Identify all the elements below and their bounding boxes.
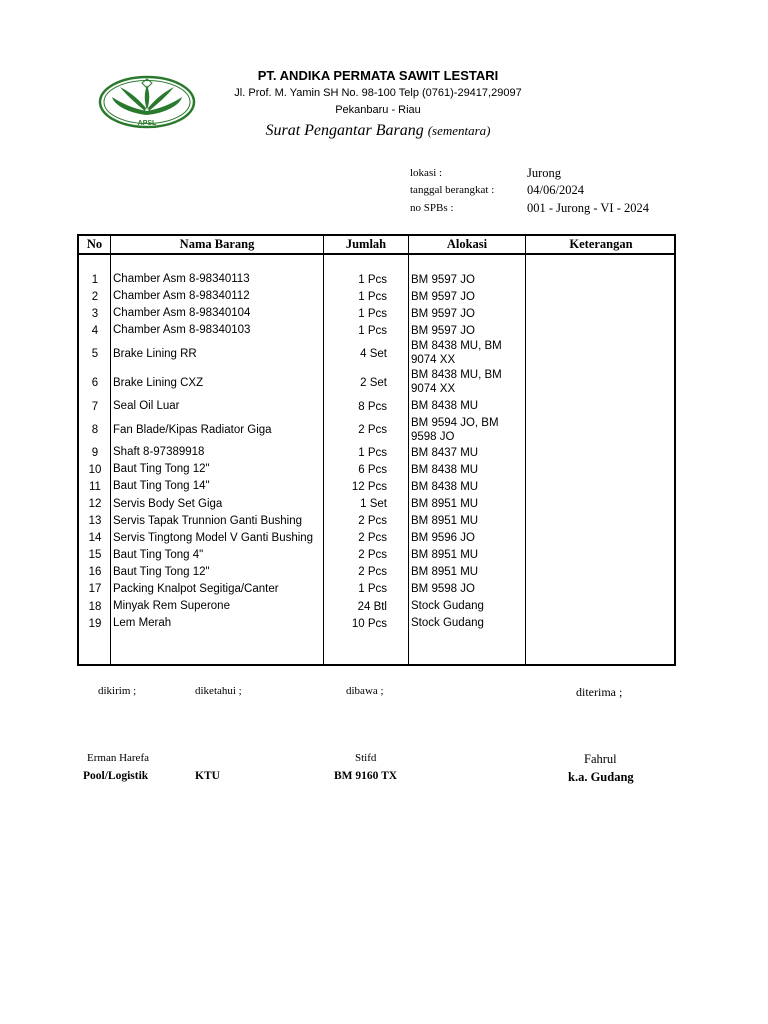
row-nama: Chamber Asm 8-98340103 <box>113 324 251 336</box>
dikirim-role: Pool/Logistik <box>83 770 149 782</box>
row-no: 19 <box>88 618 102 630</box>
col-divider-4 <box>525 236 526 664</box>
row-jumlah: 1 Set <box>360 498 387 510</box>
lokasi-value: Jurong <box>527 166 562 180</box>
row-no: 3 <box>91 308 99 320</box>
row-alokasi: BM 8437 MU <box>411 447 479 459</box>
row-alokasi: BM 8951 MU <box>411 549 479 561</box>
diterima-name: Fahrul <box>584 752 617 766</box>
row-nama: Chamber Asm 8-98340104 <box>113 307 251 319</box>
row-jumlah: 6 Pcs <box>358 464 387 476</box>
row-alokasi-line2: 9074 XX <box>411 383 456 395</box>
col-divider-3 <box>408 236 409 664</box>
row-no: 15 <box>88 549 102 561</box>
dibawa-role: BM 9160 TX <box>334 770 398 782</box>
header-jumlah: Jumlah <box>345 237 387 251</box>
company-address: Jl. Prof. M. Yamin SH No. 98-100 Telp (0761)-29417,29097 <box>234 87 522 99</box>
document-title-note: (sementara) <box>427 123 491 138</box>
row-no: 6 <box>91 377 99 389</box>
row-jumlah: 1 Pcs <box>358 325 387 337</box>
row-no: 16 <box>88 566 102 578</box>
diketahui-label: diketahui ; <box>195 685 242 697</box>
row-nama: Minyak Rem Superone <box>113 600 230 612</box>
row-jumlah: 2 Set <box>360 377 387 389</box>
row-no: 2 <box>91 291 99 303</box>
row-nama: Brake Lining RR <box>113 348 197 360</box>
header-nama-barang: Nama Barang <box>179 237 255 251</box>
row-no: 10 <box>88 464 102 476</box>
row-no: 14 <box>88 532 102 544</box>
row-alokasi: BM 9597 JO <box>411 308 475 320</box>
row-jumlah: 2 Pcs <box>358 532 387 544</box>
header-keterangan: Keterangan <box>569 237 633 251</box>
row-jumlah: 4 Set <box>360 348 387 360</box>
dibawa-label: dibawa ; <box>346 685 384 697</box>
row-jumlah: 1 Pcs <box>358 274 387 286</box>
lokasi-label: lokasi : <box>410 167 443 179</box>
row-alokasi-line2: 9074 XX <box>411 354 456 366</box>
row-nama: Servis Body Set Giga <box>113 498 223 510</box>
row-alokasi: BM 8438 MU <box>411 400 479 412</box>
row-alokasi: BM 9597 JO <box>411 325 475 337</box>
dikirim-label: dikirim ; <box>98 685 137 697</box>
row-nama: Fan Blade/Kipas Radiator Giga <box>113 424 272 436</box>
row-nama: Servis Tapak Trunnion Ganti Bushing <box>113 515 303 527</box>
row-nama: Baut Ting Tong 14" <box>113 480 210 492</box>
row-alokasi: BM 8438 MU <box>411 481 479 493</box>
row-alokasi: BM 8438 MU, BM <box>411 340 502 352</box>
row-alokasi: BM 9597 JO <box>411 274 475 286</box>
row-no: 1 <box>91 274 99 286</box>
row-nama: Brake Lining CXZ <box>113 377 204 389</box>
row-alokasi: Stock Gudang <box>411 617 484 629</box>
diketahui-role: KTU <box>195 770 220 782</box>
row-nama: Baut Ting Tong 12" <box>113 566 210 578</box>
row-no: 18 <box>88 601 102 613</box>
row-jumlah: 1 Pcs <box>358 291 387 303</box>
row-jumlah: 8 Pcs <box>358 401 387 413</box>
row-alokasi: BM 8951 MU <box>411 498 479 510</box>
row-alokasi: BM 8438 MU <box>411 464 479 476</box>
row-jumlah: 2 Pcs <box>358 549 387 561</box>
row-nama: Chamber Asm 8-98340113 <box>113 273 250 285</box>
row-no: 9 <box>91 447 99 459</box>
row-jumlah: 1 Pcs <box>358 583 387 595</box>
items-table <box>77 234 676 666</box>
row-no: 11 <box>89 481 101 493</box>
row-alokasi-line2: 9598 JO <box>411 431 455 443</box>
document-title <box>200 122 556 140</box>
row-alokasi: BM 8951 MU <box>411 566 479 578</box>
diterima-role: k.a. Gudang <box>568 770 634 784</box>
row-nama: Lem Merah <box>113 617 172 629</box>
row-nama: Packing Knalpot Segitiga/Canter <box>113 583 279 595</box>
row-alokasi: BM 8951 MU <box>411 515 479 527</box>
diterima-label: diterima ; <box>576 685 623 699</box>
document-title-main: Surat Pengantar Barang <box>265 122 424 139</box>
row-jumlah: 2 Pcs <box>358 566 387 578</box>
nospb-label: no SPBs : <box>410 202 454 214</box>
row-alokasi: BM 8438 MU, BM <box>411 369 502 381</box>
row-nama: Seal Oil Luar <box>113 400 180 412</box>
row-jumlah: 1 Pcs <box>358 308 387 320</box>
row-jumlah: 10 Pcs <box>351 618 387 630</box>
row-jumlah: 2 Pcs <box>358 515 387 527</box>
header-alokasi: Alokasi <box>446 237 488 251</box>
row-jumlah: 12 Pcs <box>351 481 387 493</box>
row-no: 12 <box>88 498 102 510</box>
row-nama: Baut Ting Tong 4" <box>113 549 204 561</box>
tanggal-label: tanggal berangkat : <box>410 184 495 196</box>
row-no: 5 <box>91 348 99 360</box>
row-alokasi: BM 9596 JO <box>411 532 475 544</box>
dibawa-name: Stifd <box>355 752 377 764</box>
row-jumlah: 1 Pcs <box>358 447 387 459</box>
row-no: 17 <box>88 583 102 595</box>
row-jumlah: 2 Pcs <box>358 424 387 436</box>
row-nama: Servis Tingtong Model V Ganti Bushing <box>113 532 314 544</box>
row-nama: Chamber Asm 8-98340112 <box>113 290 250 302</box>
dikirim-name: Erman Harefa <box>87 752 149 764</box>
logo-text: APSL <box>137 120 157 127</box>
company-city: Pekanbaru - Riau <box>335 104 421 116</box>
row-nama: Baut Ting Tong 12" <box>113 463 210 475</box>
row-no: 13 <box>88 515 102 527</box>
header-divider <box>79 253 674 255</box>
row-alokasi: BM 9594 JO, BM <box>411 417 499 429</box>
tanggal-value: 04/06/2024 <box>527 183 584 197</box>
row-no: 4 <box>91 325 99 337</box>
row-jumlah: 24 Btl <box>357 601 387 613</box>
row-alokasi: BM 9597 JO <box>411 291 475 303</box>
row-nama: Shaft 8-97389918 <box>113 446 205 458</box>
company-logo <box>98 75 196 129</box>
row-alokasi: Stock Gudang <box>411 600 484 612</box>
row-no: 7 <box>91 401 99 413</box>
company-name: PT. ANDIKA PERMATA SAWIT LESTARI <box>257 68 499 83</box>
row-no: 8 <box>91 424 99 436</box>
row-alokasi: BM 9598 JO <box>411 583 475 595</box>
header-no: No <box>86 237 103 251</box>
nospb-value: 001 - Jurong - VI - 2024 <box>527 201 649 215</box>
